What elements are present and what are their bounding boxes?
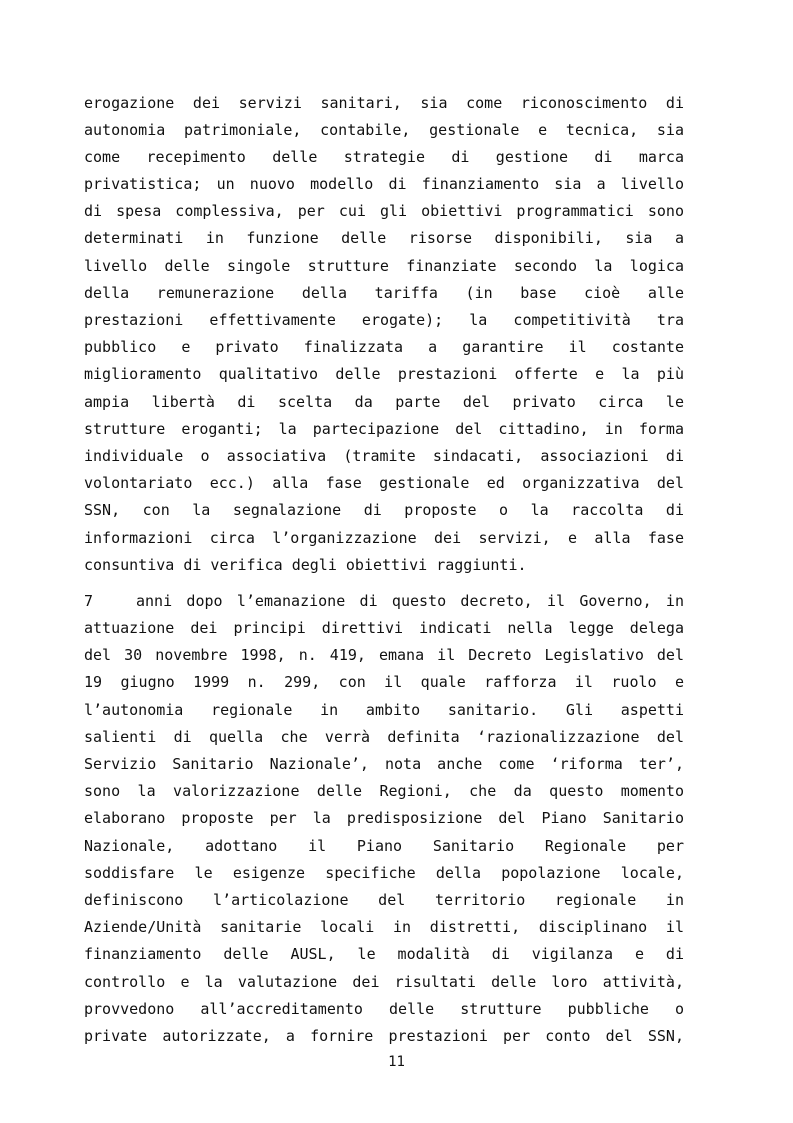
text-line: pubblico e privato finalizzata a garantire il costante xyxy=(84,338,684,356)
text-line: livello delle singole strutture finanziate secondo la logica xyxy=(84,257,684,275)
text-line: informazioni circa l’organizzazione dei servizi, e alla fase xyxy=(84,529,684,547)
text-line: volontariato ecc.) alla fase gestionale ed organizzativa del xyxy=(84,474,684,492)
text-line: Aziende/Unità sanitarie locali in distretti, disciplinano il xyxy=(84,918,684,936)
text-line: della remunerazione della tariffa (in base cioè alle xyxy=(84,284,684,302)
text-line: SSN, con la segnalazione di proposte o la raccolta di xyxy=(84,501,684,519)
text-line: del 30 novembre 1998, n. 419, emana il Decreto Legislativo del xyxy=(84,646,684,664)
text-line: controllo e la valutazione dei risultati delle loro attività, xyxy=(84,973,684,991)
text-line: miglioramento qualitativo delle prestazioni offerte e la più xyxy=(84,365,684,383)
text-line: ampia libertà di scelta da parte del privato circa le xyxy=(84,393,684,411)
text-line: attuazione dei principi direttivi indicati nella legge delega xyxy=(84,619,684,637)
text-line: erogazione dei servizi sanitari, sia come riconoscimento di xyxy=(84,94,684,112)
page-number: 11 xyxy=(388,1054,405,1070)
text-line: salienti di quella che verrà definita ‘razionalizzazione del xyxy=(84,728,684,746)
text-line: provvedono all’accreditamento delle strutture pubbliche o xyxy=(84,1000,684,1018)
text-line: l’autonomia regionale in ambito sanitario. Gli aspetti xyxy=(84,701,684,719)
text-line: autonomia patrimoniale, contabile, gestionale e tecnica, sia xyxy=(84,121,684,139)
text-line: strutture eroganti; la partecipazione del cittadino, in forma xyxy=(84,420,684,438)
text-line: elaborano proposte per la predisposizione del Piano Sanitario xyxy=(84,809,684,827)
text-line: 19 giugno 1999 n. 299, con il quale rafforza il ruolo e xyxy=(84,673,684,691)
text-line: soddisfare le esigenze specifiche della popolazione locale, xyxy=(84,864,684,882)
text-line: come recepimento delle strategie di gestione di marca xyxy=(84,148,684,166)
text-line: consuntiva di verifica degli obiettivi raggiunti. xyxy=(84,556,527,574)
text-line: privatistica; un nuovo modello di finanziamento sia a livello xyxy=(84,175,684,193)
text-line: prestazioni effettivamente erogate); la competitività tra xyxy=(84,311,684,329)
text-line: definiscono l’articolazione del territorio regionale in xyxy=(84,891,684,909)
text-line: determinati in funzione delle risorse disponibili, sia a xyxy=(84,229,684,247)
text-line: di spesa complessiva, per cui gli obiettivi programmatici sono xyxy=(84,202,684,220)
text-line: Nazionale, adottano il Piano Sanitario Regionale per xyxy=(84,837,684,855)
text-line: Servizio Sanitario Nazionale’, nota anche come ‘riforma ter’, xyxy=(84,755,684,773)
text-line: private autorizzate, a fornire prestazioni per conto del SSN, xyxy=(84,1027,684,1045)
text-line: sono la valorizzazione delle Regioni, che da questo momento xyxy=(84,782,684,800)
text-line: finanziamento delle AUSL, le modalità di vigilanza e di xyxy=(84,945,684,963)
text-line: 7 anni dopo l’emanazione di questo decreto, il Governo, in xyxy=(84,592,684,610)
text-line: individuale o associativa (tramite sindacati, associazioni di xyxy=(84,447,684,465)
